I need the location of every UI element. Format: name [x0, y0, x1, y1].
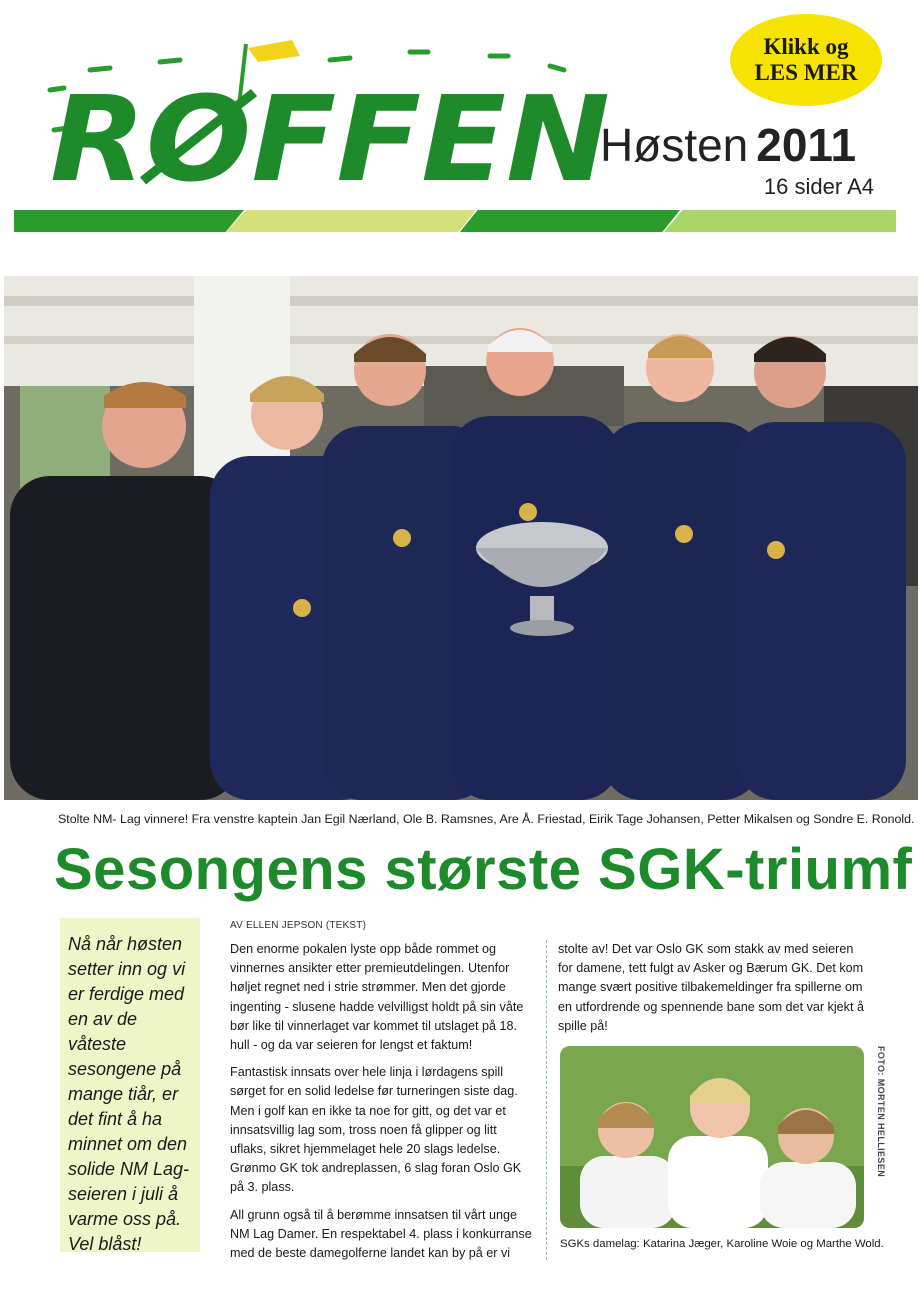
- article-column-1: [230, 940, 532, 1271]
- intro-text: Nå når høsten setter inn og vi er ferdige med en av de våteste sesongene på mange tiår, er det fint å ha minnet om den solide NM Lag-seieren i juli å varme oss på. Vel blåst!: [68, 934, 190, 1254]
- team-photo-image: [4, 276, 918, 800]
- paragraph: All grunn også til å berømme innsatsen til vårt unge NM Lag Damer. En respektabel 4. plass i konkurranse med de beste damegolferne landet kan by på er vi: [230, 1207, 532, 1261]
- column-divider: [546, 940, 547, 1260]
- women-photo-credit-wrap: [876, 1046, 888, 1178]
- header-stripe: [14, 210, 912, 232]
- read-more-button[interactable]: [730, 14, 882, 106]
- paragraph: stolte av! Det var Oslo GK som stakk av med seieren for damene, tett fulgt av Asker og Bærum GK. Det kom mange svært positive tilbakemeldinger fra spillerne om en utfordrende og spennende bane som det var kjekt å spille på!: [558, 942, 864, 1033]
- article-headline: Sesongens største SGK-triumf: [54, 837, 913, 902]
- paragraph: Den enorme pokalen lyste opp både rommet og vinnernes ansikter etter premieutdelingen. Utenfor høljet regnet ned i strie strømmer. Men det gjorde ingenting - slusene hadde velvilligst holdt på sin våte bør like til vinnerlaget var kommet til utslaget på 18. hull - og da var seieren for lengst et faktum!: [230, 942, 524, 1053]
- article-column-2: [558, 940, 870, 1044]
- issue-season: [600, 118, 856, 172]
- women-team-photo-image: [560, 1046, 864, 1228]
- cta-line-2: LES MER: [754, 60, 858, 85]
- main-photo-caption: Stolte NM- Lag vinnere! Fra venstre kaptein Jan Egil Nærland, Ole B. Ramsnes, Are Å. Friestad, Eirik Tage Johansen, Petter Mikalsen og Sondre E. Ronold.: [58, 812, 915, 826]
- roffen-logo: [30, 30, 630, 210]
- page-count: 16 sider A4: [763, 174, 874, 199]
- byline: AV ELLEN JEPSON (TEKST): [230, 920, 367, 931]
- season-year: 2011: [756, 119, 857, 171]
- women-photo-caption: SGKs damelag: Katarina Jæger, Karoline Woie og Marthe Wold.: [560, 1238, 884, 1250]
- intro-box: [60, 918, 200, 1252]
- cta-line-1: Klikk og: [763, 34, 849, 59]
- masthead: [0, 0, 924, 240]
- team-photo: [4, 276, 918, 800]
- women-team-photo: [560, 1046, 864, 1228]
- paragraph: Fantastisk innsats over hele linja i lørdagens spill sørget for en solid ledelse før turneringen siste dag. Men i golf kan en ikke ta noe for gitt, og det var et innsatsvillig lag som, tross noen få glipper og litt uflaks, sikret hjemmelaget hele 20 slags ledelse. Grønmo GK tok andreplassen, 6 slag foran Oslo GK på 3. plass.: [230, 1065, 522, 1195]
- season-label: Høsten: [600, 119, 749, 171]
- logo-text: RØFFEN: [50, 70, 610, 208]
- women-photo-credit: FOTO: MORTEN HELLIESEN: [876, 1046, 886, 1178]
